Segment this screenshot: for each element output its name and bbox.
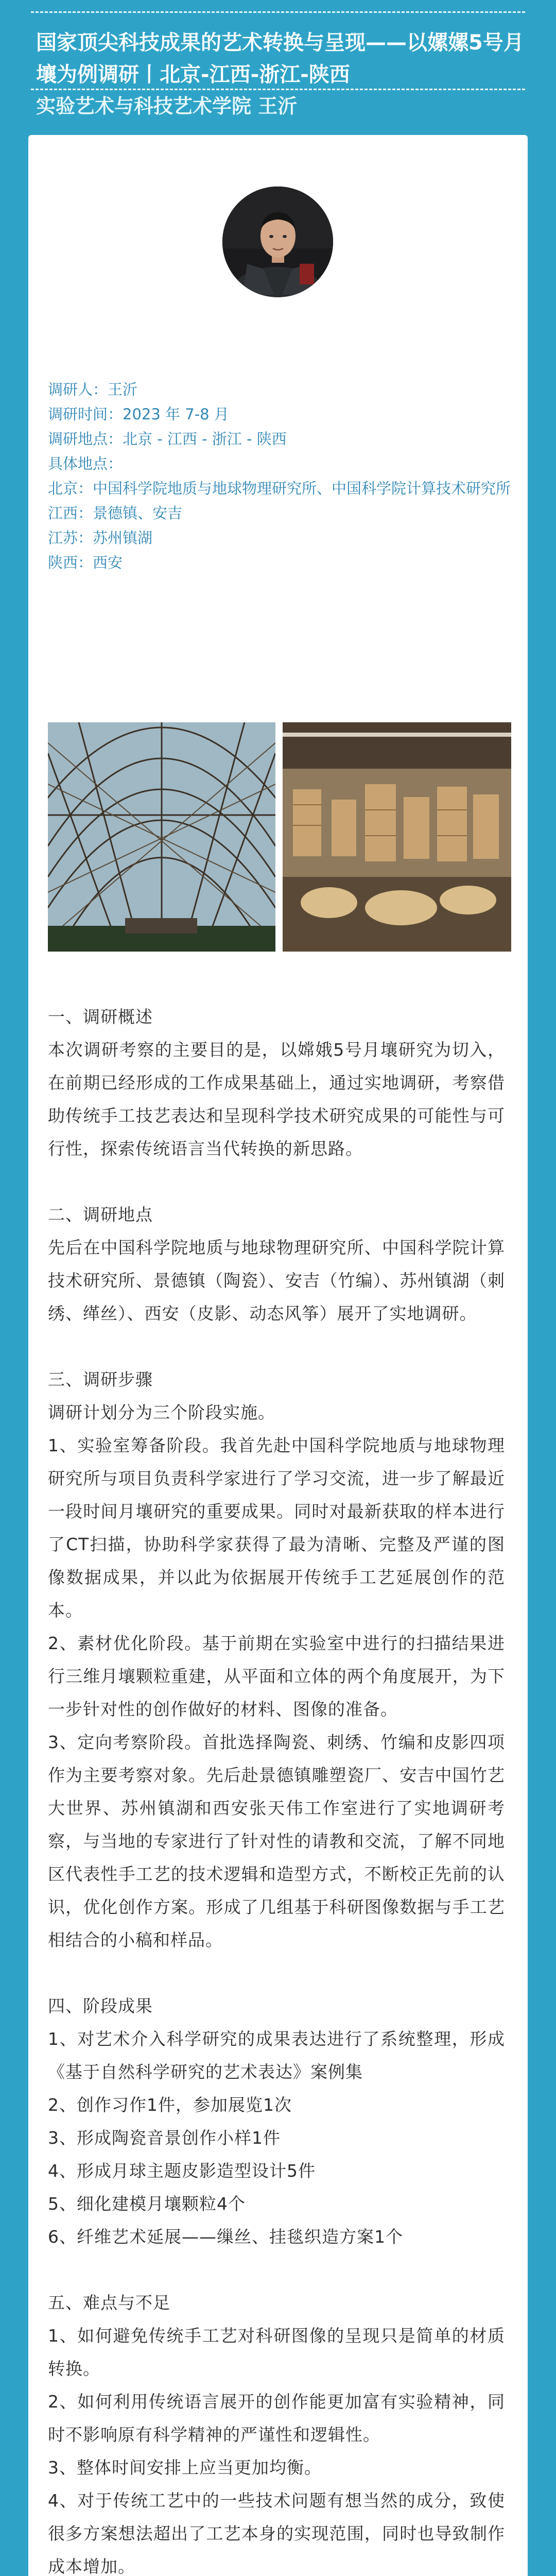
section-paragraph: 本次调研考察的主要目的是，以嫦娥5号月壤研究为切入，在前期已经形成的工作成果基础上，通过实地调研，考察借助传统手工技艺表达和呈现科学技术研究成果的可能性与可行性，探索传统语言当代转换的新思路。 <box>48 1040 505 1159</box>
section-paragraph: 4、对于传统工艺中的一些技术问题有想当然的成分，致使很多方案想法超出了工艺本身的实现范围，同时也导致制作成本增加。 <box>48 2490 505 2576</box>
specific-location-label: 具体地点： <box>48 455 123 472</box>
researcher-portrait <box>222 187 333 297</box>
section-paragraph: 2、素材优化阶段。基于前期在实验室中进行的扫描结果进行三维月壤颗粒重建，从平面和立体的两个角度展开，为下一步针对性的创作做好的材料、图像的准备。 <box>48 1633 505 1719</box>
section-paragraph: 1、对艺术介入科学研究的成果表达进行了系统整理，形成《基于自然科学研究的艺术表达》案例集 <box>48 2029 505 2082</box>
header-mid-dashed-divider <box>31 89 525 90</box>
section-paragraph: 2、创作习作1件，参加展览1次 <box>48 2095 292 2115</box>
section-paragraph: 3、整体时间安排上应当更加均衡。 <box>48 2458 322 2478</box>
section-paragraph: 先后在中国科学院地质与地球物理研究所、中国科学院计算技术研究所、景德镇（陶瓷）、安吉（竹编）、苏州镇湖（刺绣、缂丝）、西安（皮影、动态风筝）展开了实地调研。 <box>48 1238 505 1324</box>
content-card <box>28 135 528 2576</box>
portrait-photo <box>222 187 333 297</box>
section-title: 二、调研地点 <box>48 1205 153 1225</box>
location-jiangxi: 江西：景德镇、安吉 <box>48 504 183 522</box>
article-body <box>48 1001 505 2576</box>
section-title: 一、调研概述 <box>48 1007 153 1027</box>
section-paragraph: 2、如何利用传统语言展开的创作能更加富有实验精神，同时不影响原有科学精神的严谨性和逻辑性。 <box>48 2392 505 2445</box>
location-jiangsu: 江苏：苏州镇湖 <box>48 529 153 547</box>
section-overview <box>48 1001 505 1165</box>
section-results <box>48 1990 505 2253</box>
header <box>0 0 556 135</box>
section-paragraph: 3、定向考察阶段。首批选择陶瓷、刺绣、竹编和皮影四项作为主要考察对象。先后赴景德镇雕塑瓷厂、安吉中国竹艺大世界、苏州镇湖和西安张天伟工作室进行了实地调研考察，与当地的专家进行了针对性的请教和交流，了解不同地区代表性手工艺的技术逻辑和造型方式，不断校正先前的认识，优化创作方案。形成了几组基于科研图像数据与手工艺相结合的小稿和样品。 <box>48 1732 505 1950</box>
section-paragraph: 6、纤维艺术延展——缫丝、挂毯织造方案1个 <box>48 2227 403 2247</box>
researcher-line: 调研人：王沂 <box>48 381 138 398</box>
section-title: 三、调研步骤 <box>48 1369 153 1389</box>
location-shaanxi: 陕西：西安 <box>48 554 123 571</box>
section-paragraph: 1、实验室筹备阶段。我首先赴中国科学院地质与地球物理研究所与项目负责科学家进行了学习交流，进一步了解最近一段时间月壤研究的重要成果。同时对最新获取的样本进行了CT扫描，协助科学家获得了最为清晰、完整及严谨的图像数据成果，并以此为依据展开传统手工艺延展创作的范本。 <box>48 1435 505 1620</box>
header-top-dashed-divider <box>31 11 525 13</box>
section-paragraph: 5、细化建模月壤颗粒4个 <box>48 2194 246 2214</box>
section-title: 四、阶段成果 <box>48 1996 153 2016</box>
section-paragraph: 1、如何避免传统手工艺对科研图像的呈现只是简单的材质转换。 <box>48 2326 505 2379</box>
section-title: 五、难点与不足 <box>48 2293 170 2313</box>
field-photos <box>48 722 511 952</box>
section-difficulties <box>48 2286 505 2576</box>
section-paragraph: 调研计划分为三个阶段实施。 <box>48 1402 275 1422</box>
article-subtitle: 实验艺术与科技艺术学院 王沂 <box>36 95 298 117</box>
section-paragraph: 4、形成月球主题皮影造型设计5件 <box>48 2161 316 2181</box>
section-steps <box>48 1363 505 1957</box>
article-title: 国家顶尖科技成果的艺术转换与呈现——以嫘嫘5号月壤为例调研丨北京-江西-浙江-陕西 <box>36 31 524 87</box>
section-paragraph: 3、形成陶瓷音景创作小样1件 <box>48 2128 281 2148</box>
research-info <box>48 377 511 575</box>
bamboo-workshop-photo <box>283 722 511 952</box>
time-line: 调研时间：2023 年 7-8 月 <box>48 405 229 423</box>
section-locations <box>48 1198 505 1330</box>
location-beijing: 北京：中国科学院地质与地球物理研究所、中国科学院计算技术研究所 <box>48 480 511 497</box>
location-line: 调研地点：北京 - 江西 - 浙江 - 陕西 <box>48 430 287 448</box>
bamboo-dome-photo <box>48 722 275 952</box>
